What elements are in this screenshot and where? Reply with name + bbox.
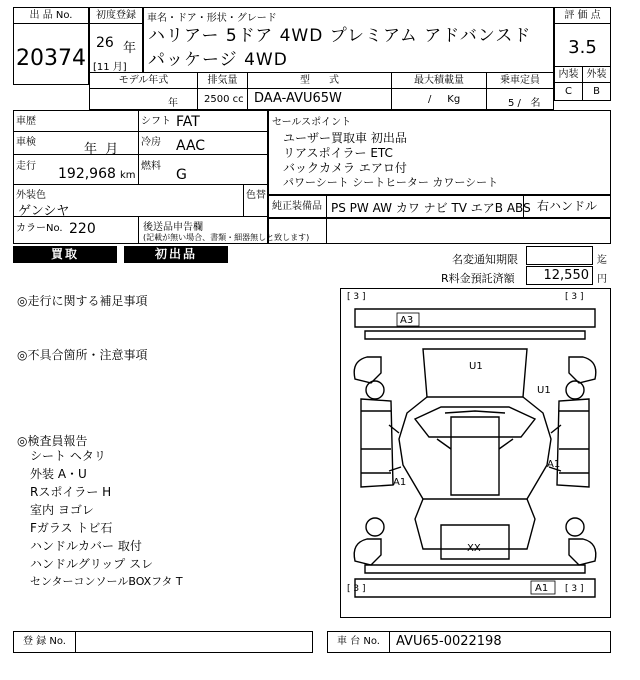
color-no-label: カラーNo. bbox=[16, 223, 63, 234]
spec-row bbox=[89, 72, 554, 110]
buy-badge: 買取 bbox=[13, 246, 117, 263]
first-listing-badge: 初出品 bbox=[124, 246, 228, 263]
capacity: 5 / 名 bbox=[508, 98, 541, 109]
inspector-line: ハンドルカバー 取付 bbox=[30, 539, 142, 553]
equipment-row bbox=[268, 195, 611, 218]
reg-year-unit: 年 bbox=[123, 41, 137, 56]
inspector-line: 室内 ヨゴレ bbox=[30, 503, 94, 517]
model-year-unit: 年 bbox=[168, 98, 178, 109]
post-delivery-label: 後送品申告欄 bbox=[143, 222, 203, 233]
sales-point-line: リアスポイラー ETC bbox=[283, 146, 393, 160]
mileage-unit: km bbox=[120, 170, 136, 181]
chassis-no-box bbox=[327, 631, 611, 653]
car-name-label: 車名・ドア・形状・グレード bbox=[147, 13, 277, 24]
lot-number: 20374 bbox=[16, 46, 86, 71]
ac-label: 冷房 bbox=[141, 137, 161, 148]
chassis-no-value: AVU65-0022198 bbox=[396, 634, 502, 649]
equipment-value: PS PW AW カワ ナビ TV エアB ABS bbox=[331, 201, 531, 215]
reg-year: 26 bbox=[96, 35, 114, 51]
inspector-line: センターコンソールBOXフタ T bbox=[30, 575, 183, 588]
color-change-label: 色替 bbox=[246, 190, 266, 201]
sales-points-label: セールスポイント bbox=[272, 117, 352, 128]
mileage-value: 192,968 bbox=[58, 166, 116, 182]
displacement: 2500 cc bbox=[204, 94, 244, 105]
damage-mark: A1 bbox=[547, 459, 561, 470]
name-change-label: 名変通知期限 bbox=[452, 253, 518, 266]
damage-mark: U1 bbox=[537, 385, 551, 396]
history-label: 車歴 bbox=[16, 116, 36, 127]
exterior-label: 外装 bbox=[583, 67, 610, 83]
car-diagram bbox=[340, 288, 611, 618]
fuel-label: 燃料 bbox=[141, 161, 161, 172]
damage-mark: A3 bbox=[400, 315, 414, 326]
color-no-value: 220 bbox=[69, 221, 96, 237]
score-value: 3.5 bbox=[568, 37, 597, 58]
damage-mark: U1 bbox=[469, 361, 483, 372]
model-year-label: モデル年式 bbox=[90, 73, 198, 109]
chassis-no-label: 車 台 No. bbox=[328, 632, 390, 652]
reg-no-label: 登 録 No. bbox=[14, 632, 76, 652]
damage-mark: A1 bbox=[535, 583, 549, 594]
inspector-line: シート ヘタリ bbox=[30, 449, 106, 463]
reg-no-box bbox=[13, 631, 313, 653]
post-delivery-note: (記載が無い場合、書類・細器無しと致します) bbox=[143, 233, 310, 242]
model-type: DAA-AVU65W bbox=[254, 91, 342, 106]
damage-mark: A1 bbox=[393, 477, 407, 488]
name-change-unit: 迄 bbox=[597, 255, 607, 266]
name-change-box bbox=[526, 246, 593, 265]
max-load-label: 最大積載量 bbox=[392, 73, 487, 109]
inspector-line: Rスポイラー H bbox=[30, 485, 112, 499]
corner-tr: [ 3 ] bbox=[565, 292, 584, 302]
inspection-value: 年 月 bbox=[84, 142, 119, 157]
mileage-label: 走行 bbox=[16, 161, 36, 172]
exterior-grade: B bbox=[593, 86, 600, 97]
lot-box bbox=[13, 7, 89, 85]
color-value: ゲンシヤ bbox=[18, 204, 70, 219]
sales-point-line: パワーシート シートヒーター カワーシート bbox=[283, 176, 499, 189]
capacity-label: 乗車定員 bbox=[500, 75, 540, 86]
corner-br: [ 3 ] bbox=[565, 584, 584, 594]
damage-mark: XX bbox=[467, 543, 481, 554]
car-name: ハリアー 5ドア 4WD プレミアム アドバンスドパッケージ 4WD bbox=[148, 26, 532, 70]
recycle-box bbox=[526, 266, 593, 285]
color-label: 外装色 bbox=[16, 190, 46, 201]
sales-points-box bbox=[268, 110, 611, 195]
inspector-line: ハンドルグリップ スレ bbox=[30, 557, 154, 571]
inspector-line: Fガラス トビ石 bbox=[30, 521, 113, 535]
score-box bbox=[554, 7, 611, 101]
first-reg-label: 初度登録 bbox=[90, 8, 142, 24]
lot-label: 出 品 No. bbox=[14, 8, 88, 24]
defects-title: ◎不具合箇所・注意事項 bbox=[17, 348, 148, 362]
recycle-value: 12,550 bbox=[543, 268, 589, 283]
corner-bl: [ 3 ] bbox=[347, 584, 366, 594]
corner-tl: [ 3 ] bbox=[347, 292, 366, 302]
interior-grade: C bbox=[555, 83, 583, 100]
recycle-label: R料金預託済額 bbox=[441, 272, 515, 285]
sales-point-line: バックカメラ エアロ付 bbox=[283, 161, 407, 175]
fuel-value: G bbox=[176, 167, 187, 183]
max-load: / Kg bbox=[428, 94, 461, 105]
inspector-line: 外装 A・U bbox=[30, 467, 87, 481]
sales-point-line: ユーザー買取車 初出品 bbox=[283, 131, 407, 145]
type-label: 型 式 bbox=[248, 73, 392, 109]
driving-notes-title: ◎走行に関する補足事項 bbox=[17, 294, 148, 308]
car-diagram-svg bbox=[341, 289, 610, 617]
equipment-label: 純正装備品 bbox=[269, 196, 327, 217]
equipment-row-2 bbox=[268, 218, 611, 244]
displacement-label: 排気量 bbox=[198, 73, 248, 109]
shift-label: シフト bbox=[141, 116, 171, 127]
ac-value: AAC bbox=[176, 138, 206, 154]
inspector-report-title: ◎検査員報告 bbox=[17, 434, 88, 448]
interior-label: 内装 bbox=[555, 67, 583, 83]
score-label: 評 価 点 bbox=[555, 8, 610, 24]
inspection-label: 車検 bbox=[16, 137, 36, 148]
recycle-unit: 円 bbox=[597, 274, 607, 285]
car-name-box bbox=[143, 7, 554, 73]
first-reg-box bbox=[89, 7, 143, 73]
reg-month: [11 月] bbox=[93, 62, 127, 73]
shift-value: FAT bbox=[176, 114, 200, 130]
steering-side: 右ハンドル bbox=[523, 196, 610, 217]
